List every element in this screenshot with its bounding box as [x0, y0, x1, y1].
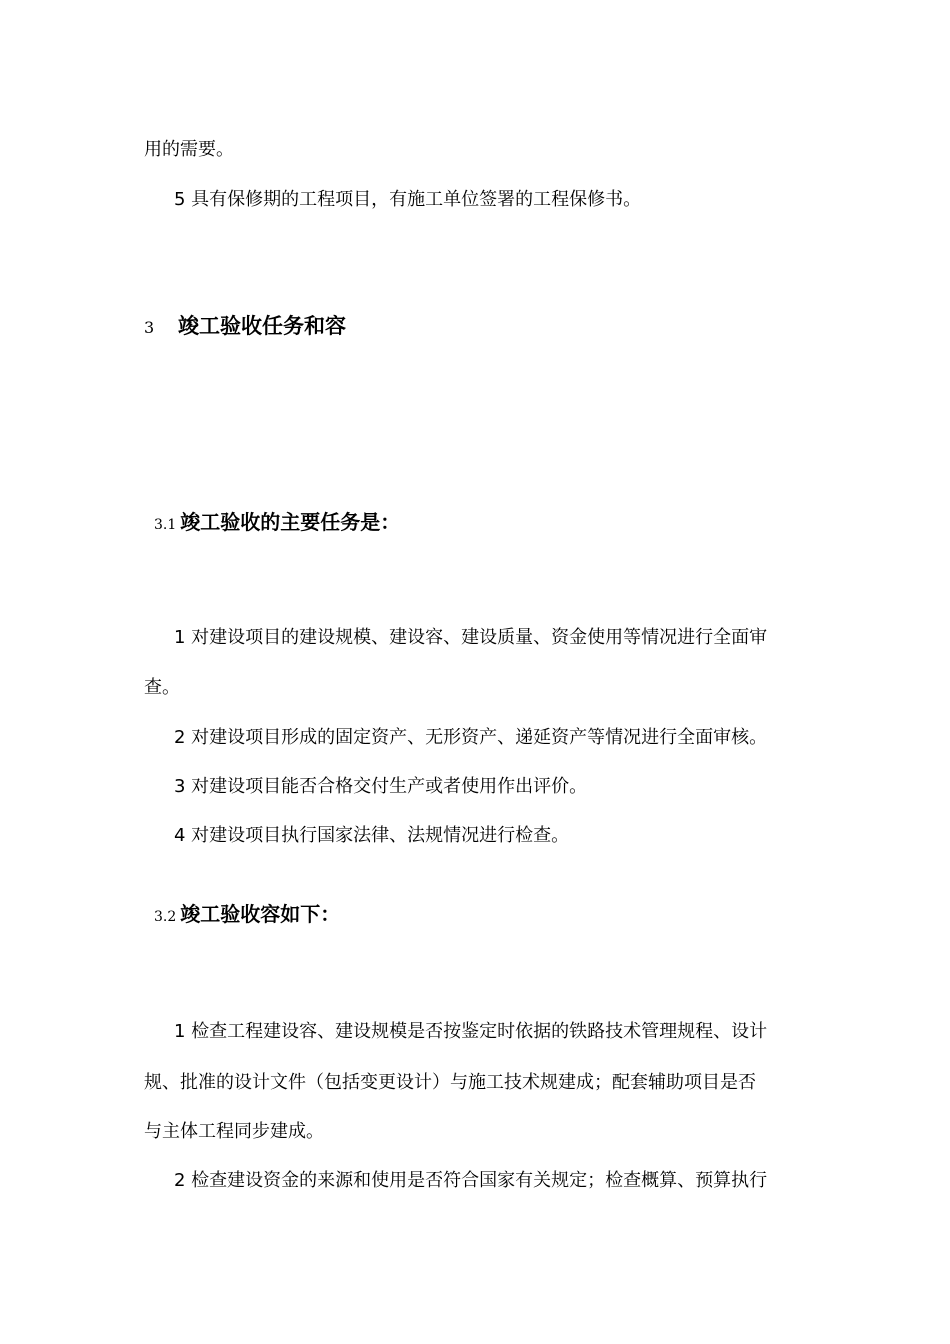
- paragraph-line: 2 检查建设资金的来源和使用是否符合国家有关规定；检查概算、预算执行: [174, 1170, 768, 1191]
- paragraph-line: 与主体工程同步建成。: [144, 1121, 324, 1142]
- section-number: 3.2: [154, 909, 177, 925]
- paragraph-line: 3 对建设项目能否合格交付生产或者使用作出评价。: [174, 776, 588, 797]
- section-heading-3: [144, 310, 346, 342]
- paragraph-line: 查。: [144, 677, 180, 698]
- section-heading-3-1: [154, 506, 400, 538]
- paragraph-line: 5 具有保修期的工程项目，有施工单位签署的工程保修书。: [174, 189, 642, 210]
- paragraph-line: 2 对建设项目形成的固定资产、无形资产、递延资产等情况进行全面审核。: [174, 727, 768, 748]
- paragraph-line: 4 对建设项目执行国家法律、法规情况进行检查。: [174, 825, 570, 846]
- section-heading-3-2: [154, 898, 340, 930]
- paragraph-line: 1 检查工程建设容、建设规模是否按鉴定时依据的铁路技术管理规程、设计: [174, 1021, 768, 1042]
- paragraph-line: 用的需要。: [144, 139, 234, 160]
- paragraph-line: 规、批准的设计文件（包括变更设计）与施工技术规建成；配套辅助项目是否: [144, 1072, 756, 1093]
- section-title: 竣工验收容如下：: [180, 902, 341, 926]
- section-number: 3: [144, 318, 155, 337]
- paragraph-line: 1 对建设项目的建设规模、建设容、建设质量、资金使用等情况进行全面审: [174, 627, 768, 648]
- section-title: 竣工验收的主要任务是：: [180, 510, 401, 534]
- section-title: 竣工验收任务和容: [178, 314, 346, 338]
- section-number: 3.1: [154, 517, 177, 533]
